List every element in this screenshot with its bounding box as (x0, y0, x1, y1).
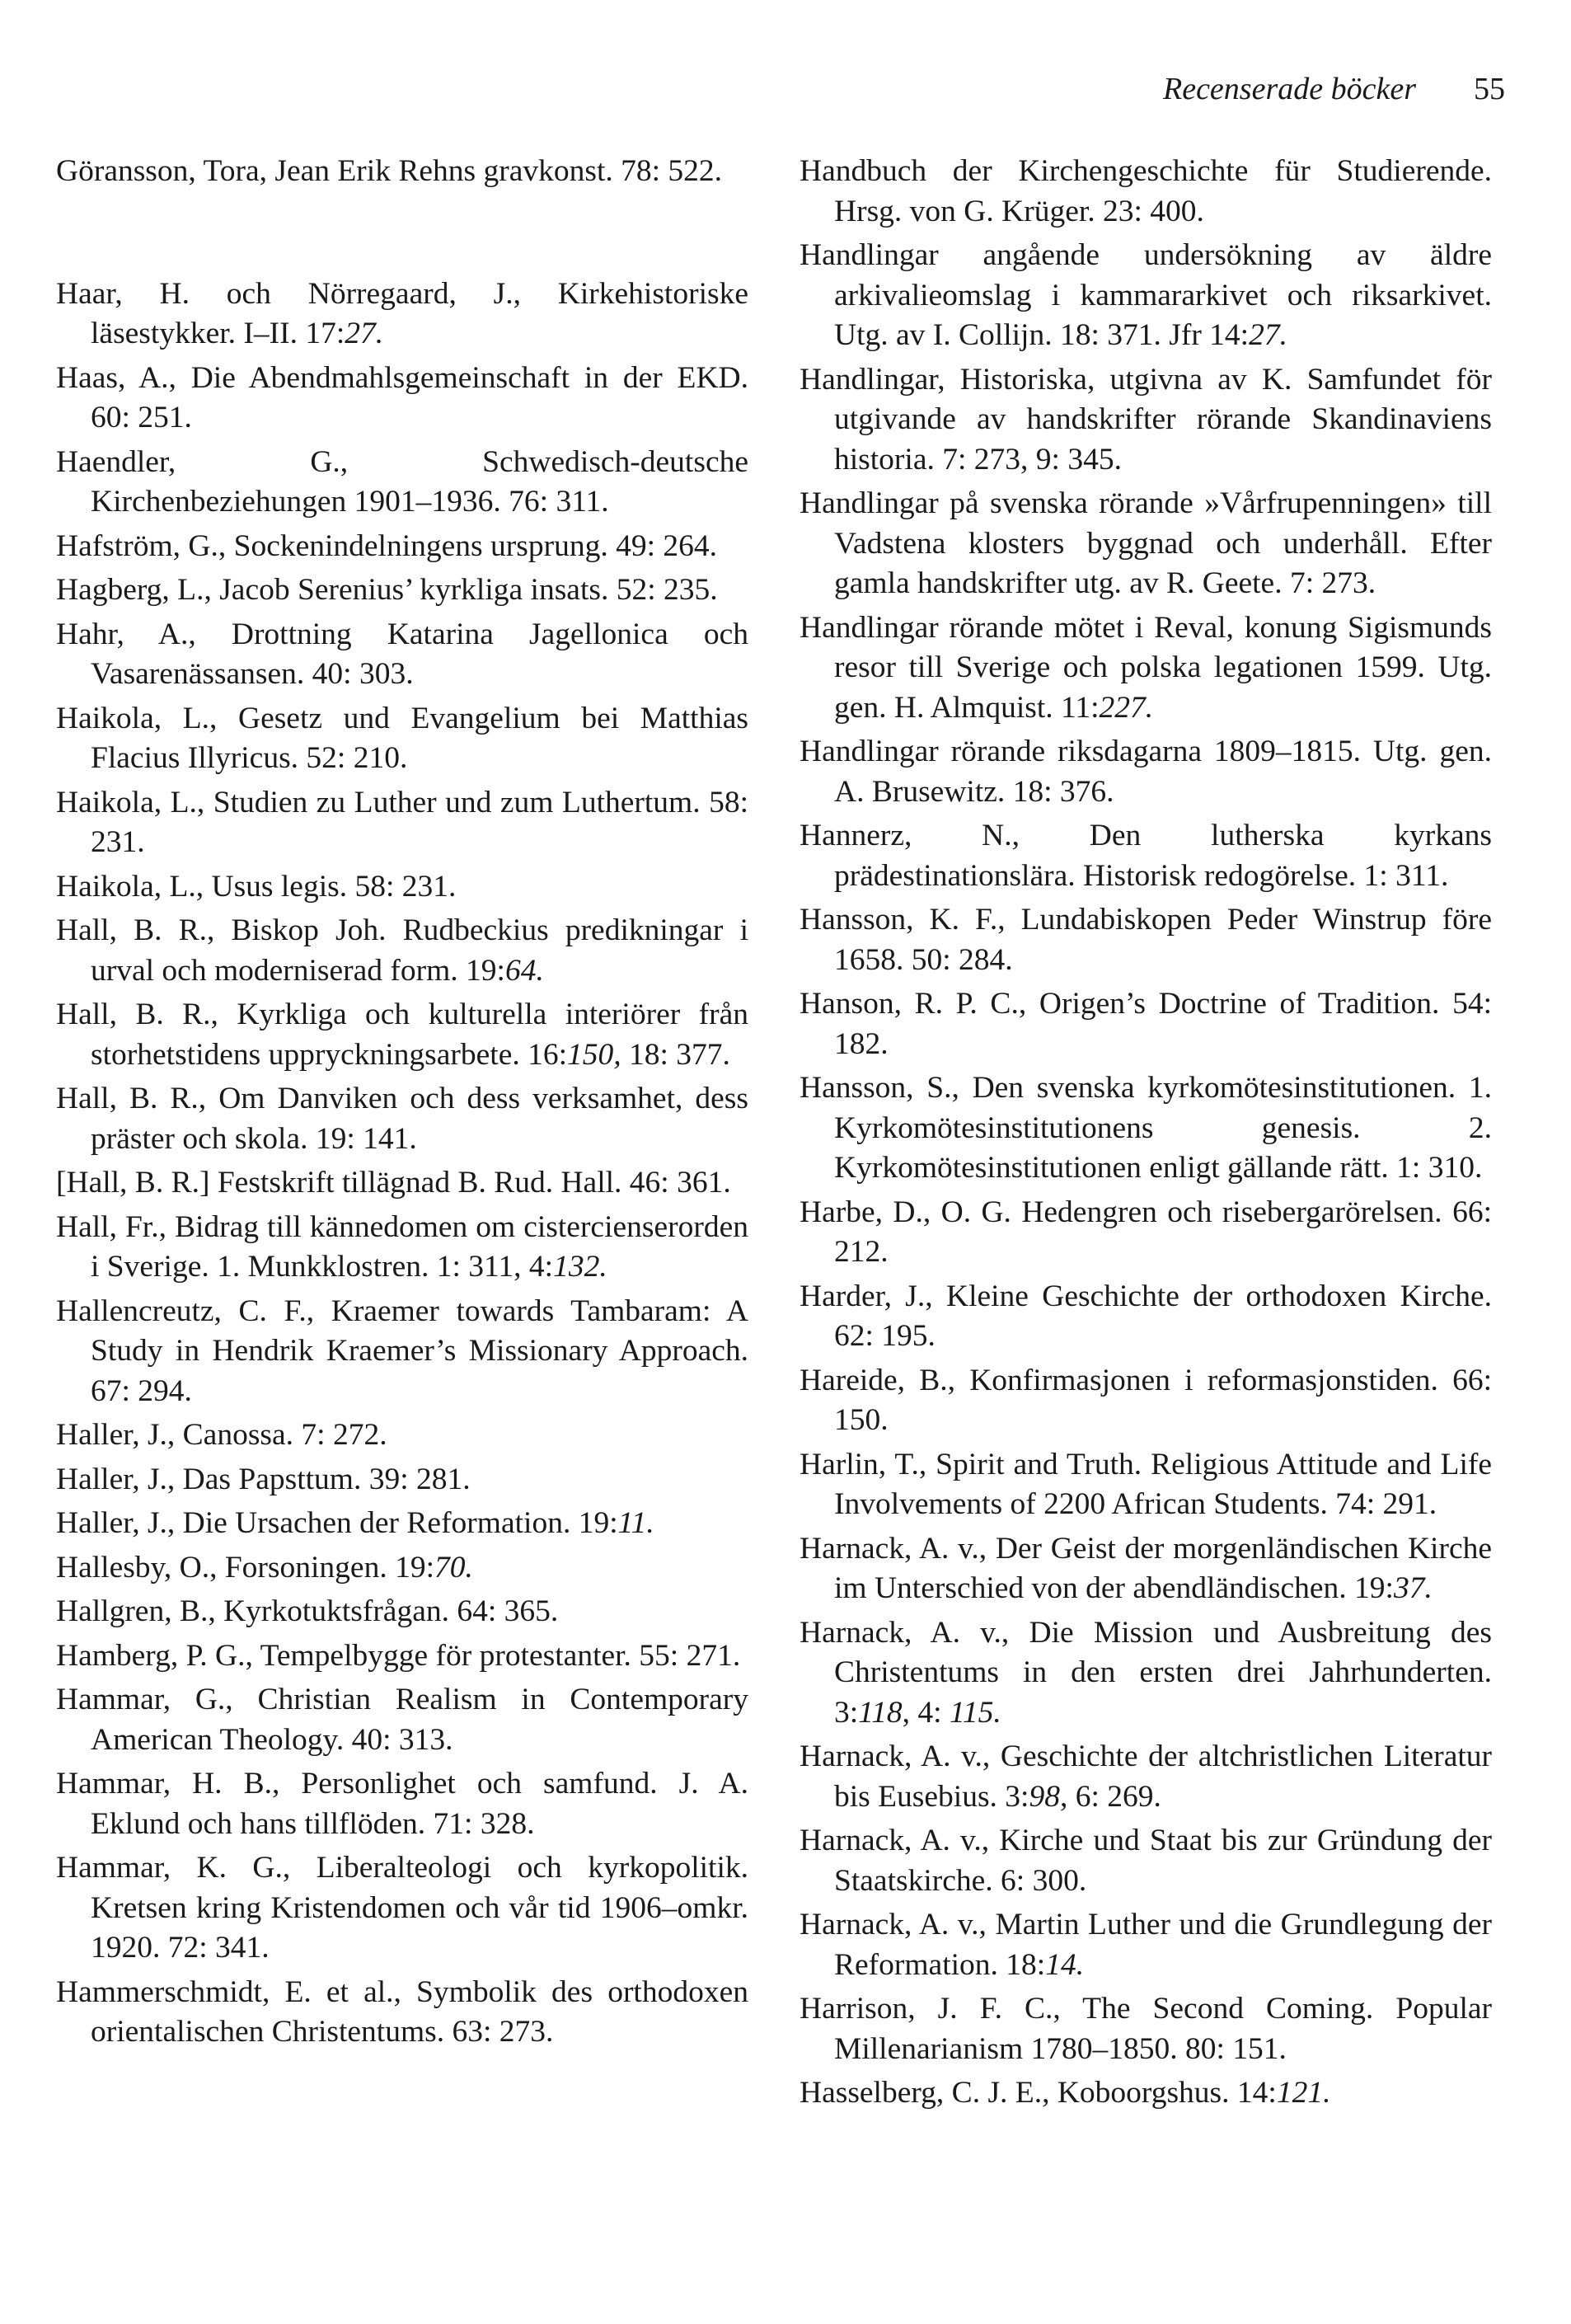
entry-text: Hammar, H. B., Personlighet och samfund. J. A. Eklund och hans tillflöden. 71: 328. (56, 1767, 748, 1841)
page-header (1163, 71, 1505, 107)
index-entry (800, 484, 1492, 604)
index-entry (56, 1636, 748, 1677)
index-entry (56, 1416, 748, 1456)
index-entry (56, 1163, 748, 1204)
right-column (800, 152, 1492, 2118)
entry-text: Harnack, A. v., Der Geist der morgenländischen Kirche im Unterschied von der abendländischen. 19: (800, 1531, 1492, 1605)
index-entry (800, 1737, 1492, 1817)
index-entry (56, 699, 748, 779)
entry-text: Hahr, A., Drottning Katarina Jagellonica och Vasarenässansen. 40: 303. (56, 617, 748, 691)
index-entry (800, 816, 1492, 896)
index-entry (56, 1548, 748, 1589)
entry-text: Hanson, R. P. C., Origen’s Doctrine of Tradition. 54: 182. (800, 987, 1492, 1061)
entry-text: Haar, H. och Nörregaard, J., Kirkehistoriske läsestykker. I–II. 17: (56, 276, 748, 350)
index-entry (56, 152, 748, 192)
index-entry (800, 1361, 1492, 1441)
entry-text: Hansson, K. F., Lundabiskopen Peder Winstrup före 1658. 50: 284. (800, 903, 1492, 977)
index-entry (56, 570, 748, 611)
entry-text: Haas, A., Die Abendmahlsgemeinschaft in der EKD. 60: 251. (56, 360, 748, 434)
entry-text: Hafström, G., Sockenindelningens ursprung. 49: 264. (56, 528, 717, 563)
entry-text: , 4: (902, 1695, 950, 1730)
entry-text: Göransson, Tora, Jean Erik Rehns gravkonst. 78: 522. (56, 154, 723, 188)
entry-text: Harnack, A. v., Kirche und Staat bis zur Gründung der Staatskirche. 6: 300. (800, 1824, 1492, 1898)
index-entry (56, 1460, 748, 1500)
entry-reference: 98 (1029, 1779, 1060, 1814)
entry-text: Haikola, L., Studien zu Luther und zum Luthertum. 58: 231. (56, 785, 748, 859)
entry-text: Hall, B. R., Biskop Joh. Rudbeckius predikningar i urval och moderniserad form. 19: (56, 913, 748, 988)
index-entry (56, 1208, 748, 1288)
index-entry (56, 359, 748, 439)
entry-text: Harnack, A. v., Die Mission und Ausbreitung des Christentums in den ersten drei Jahrhunderten. 3: (800, 1615, 1492, 1730)
index-entry (800, 1529, 1492, 1609)
index-entry (800, 152, 1492, 232)
index-entry (800, 732, 1492, 812)
entry-text: Handbuch der Kirchengeschichte für Studierende. Hrsg. von G. Krüger. 23: 400. (800, 154, 1492, 228)
entry-text: Handlingar rörande riksdagarna 1809–1815. Utg. gen. A. Brusewitz. 18: 376. (800, 735, 1492, 809)
entry-text: Harder, J., Kleine Geschichte der orthodoxen Kirche. 62: 195. (800, 1279, 1492, 1353)
entry-text: Hammar, G., Christian Realism in Contemporary American Theology. 40: 313. (56, 1683, 748, 1757)
index-entry (800, 2073, 1492, 2114)
index-entry (800, 608, 1492, 729)
entry-text: 18: 377. (621, 1037, 730, 1072)
entry-text: Harbe, D., O. G. Hedengren och risebergarörelsen. 66: 212. (800, 1195, 1492, 1269)
index-entry (800, 984, 1492, 1064)
entry-reference: 227. (1099, 690, 1154, 725)
entry-text: Harlin, T., Spirit and Truth. Religious Attitude and Life Involvements of 2200 African Students. 74: 291. (800, 1447, 1492, 1521)
index-entry (800, 360, 1492, 481)
entry-text: Hagberg, L., Jacob Serenius’ kyrkliga insats. 52: 235. (56, 573, 718, 607)
index-entry (800, 1905, 1492, 1985)
entry-reference: 27. (345, 317, 384, 350)
index-entry (56, 443, 748, 523)
entry-reference: 64. (504, 953, 544, 988)
entry-reference: 150, (567, 1037, 621, 1072)
entry-text: Hallencreutz, C. F., Kraemer towards Tambaram: A Study in Hendrik Kraemer’s Missionary Approach. 67: 294. (56, 1293, 748, 1408)
entry-text: Haikola, L., Gesetz und Evangelium bei Matthias Flacius Illyricus. 52: 210. (56, 701, 748, 775)
entry-reference: 11. (617, 1506, 654, 1540)
entry-text: Handlingar på svenska rörande »Vårfrupenningen» till Vadstena klosters byggnad och underhåll. Efter gamla handskrifter utg. av R. Geete. 7: 273. (800, 486, 1492, 600)
index-entry (56, 615, 748, 695)
index-entry (800, 1445, 1492, 1525)
entry-text: Hallesby, O., Forsoningen. 19: (56, 1550, 434, 1585)
index-entry (800, 1193, 1492, 1273)
entry-reference: 27. (1249, 318, 1287, 352)
entry-reference: 70. (434, 1550, 473, 1585)
index-entry (800, 900, 1492, 980)
left-column (56, 152, 748, 2057)
entry-text: Hansson, S., Den svenska kyrkomötesinstitutionen. 1. Kyrkomötesinstitutionens genesis. 2. Kyrkomötesinstitutionen enligt gällande rätt. 1: 310. (800, 1071, 1492, 1185)
index-entry (800, 1821, 1492, 1901)
index-entry (56, 1079, 748, 1159)
index-entry (56, 527, 748, 567)
entry-reference: 118 (858, 1695, 903, 1730)
entry-text: Hallgren, B., Kyrkotuktsfrågan. 64: 365. (56, 1594, 559, 1628)
index-entry (56, 911, 748, 991)
entry-text: Hammar, K. G., Liberalteologi och kyrkopolitik. Kretsen kring Kristendomen och vår tid 1906–omkr. 1920. 72: 341. (56, 1851, 748, 1965)
index-entry (800, 1068, 1492, 1189)
page-number: 55 (1474, 72, 1505, 106)
running-title: Recenserade böcker (1162, 72, 1416, 106)
index-entry (56, 1680, 748, 1760)
index-entry (56, 1764, 748, 1844)
entry-reference: 37. (1393, 1571, 1433, 1605)
index-entry (56, 1292, 748, 1412)
entry-reference: 132. (553, 1250, 607, 1284)
index-entry (56, 783, 748, 863)
entry-text: [Hall, B. R.] Festskrift tillägnad B. Rud. Hall. 46: 361. (56, 1166, 731, 1200)
index-entry (56, 1848, 748, 1969)
entry-text: Hammerschmidt, E. et al., Symbolik des orthodoxen orientalischen Christentums. 63: 273. (56, 1974, 748, 2049)
entry-text: Handlingar, Historiska, utgivna av K. Samfundet för utgivande av handskrifter rörande Skandinaviens historia. 7: 273, 9: 345. (800, 362, 1492, 477)
index-entry (800, 1989, 1492, 2069)
entry-text: Hall, Fr., Bidrag till kännedomen om cistercienserorden i Sverige. 1. Munkklostren. 1: 311, 4: (56, 1209, 748, 1284)
entry-text: Hannerz, N., Den lutherska kyrkans prädestinationslära. Historisk redogörelse. 1: 311. (800, 819, 1492, 893)
index-entry (56, 1592, 748, 1632)
index-entry (56, 275, 748, 354)
entry-text: Hall, B. R., Kyrkliga och kulturella interiörer från storhetstidens uppryckningsarbete. 16: (56, 998, 748, 1072)
entry-text: Hasselberg, C. J. E., Koboorgshus. 14: (800, 2076, 1277, 2110)
entry-text: Harrison, J. F. C., The Second Coming. Popular Millenarianism 1780–1850. 80: 151. (800, 1992, 1492, 2066)
entry-text: Hall, B. R., Om Danviken och dess verksamhet, dess präster och skola. 19: 141. (56, 1082, 748, 1156)
index-entry (56, 995, 748, 1075)
entry-text: Haller, J., Das Papsttum. 39: 281. (56, 1462, 471, 1496)
entry-text: Handlingar rörande mötet i Reval, konung Sigismunds resor till Sverige och polska legationen 1599. Utg. gen. H. Almquist. 11: (800, 610, 1492, 725)
entry-text: Handlingar angående undersökning av äldre arkivalieomslag i kammararkivet och riksarkivet. Utg. av I. Collijn. 18: 371. Jfr 14: (800, 238, 1492, 352)
index-entry (56, 1973, 748, 2053)
entry-text: , 6: 269. (1059, 1779, 1161, 1814)
entry-reference: 121. (1276, 2076, 1331, 2110)
index-entry (56, 867, 748, 908)
entry-reference: 14. (1045, 1947, 1085, 1982)
entry-text: Haikola, L., Usus legis. 58: 231. (56, 869, 457, 904)
entry-text: Hareide, B., Konfirmasjonen i reformasjonstiden. 66: 150. (800, 1363, 1492, 1437)
entry-text: Harnack, A. v., Martin Luther und die Grundlegung der Reformation. 18: (800, 1908, 1492, 1982)
index-entry (800, 1277, 1492, 1357)
index-entry (56, 1504, 748, 1544)
entry-text: Haendler, G., Schwedisch-deutsche Kirchenbeziehungen 1901–1936. 76: 311. (56, 444, 748, 519)
index-entry (800, 236, 1492, 356)
entry-text: Hamberg, P. G., Tempelbygge för protestanter. 55: 271. (56, 1638, 741, 1673)
entry-reference: 115. (949, 1695, 1001, 1730)
entry-text: Haller, J., Die Ursachen der Reformation. 19: (56, 1506, 618, 1540)
index-entry (800, 1613, 1492, 1734)
entry-text: Harnack, A. v., Geschichte der altchristlichen Literatur bis Eusebius. 3: (800, 1739, 1492, 1814)
entry-text: Haller, J., Canossa. 7: 272. (56, 1418, 387, 1452)
